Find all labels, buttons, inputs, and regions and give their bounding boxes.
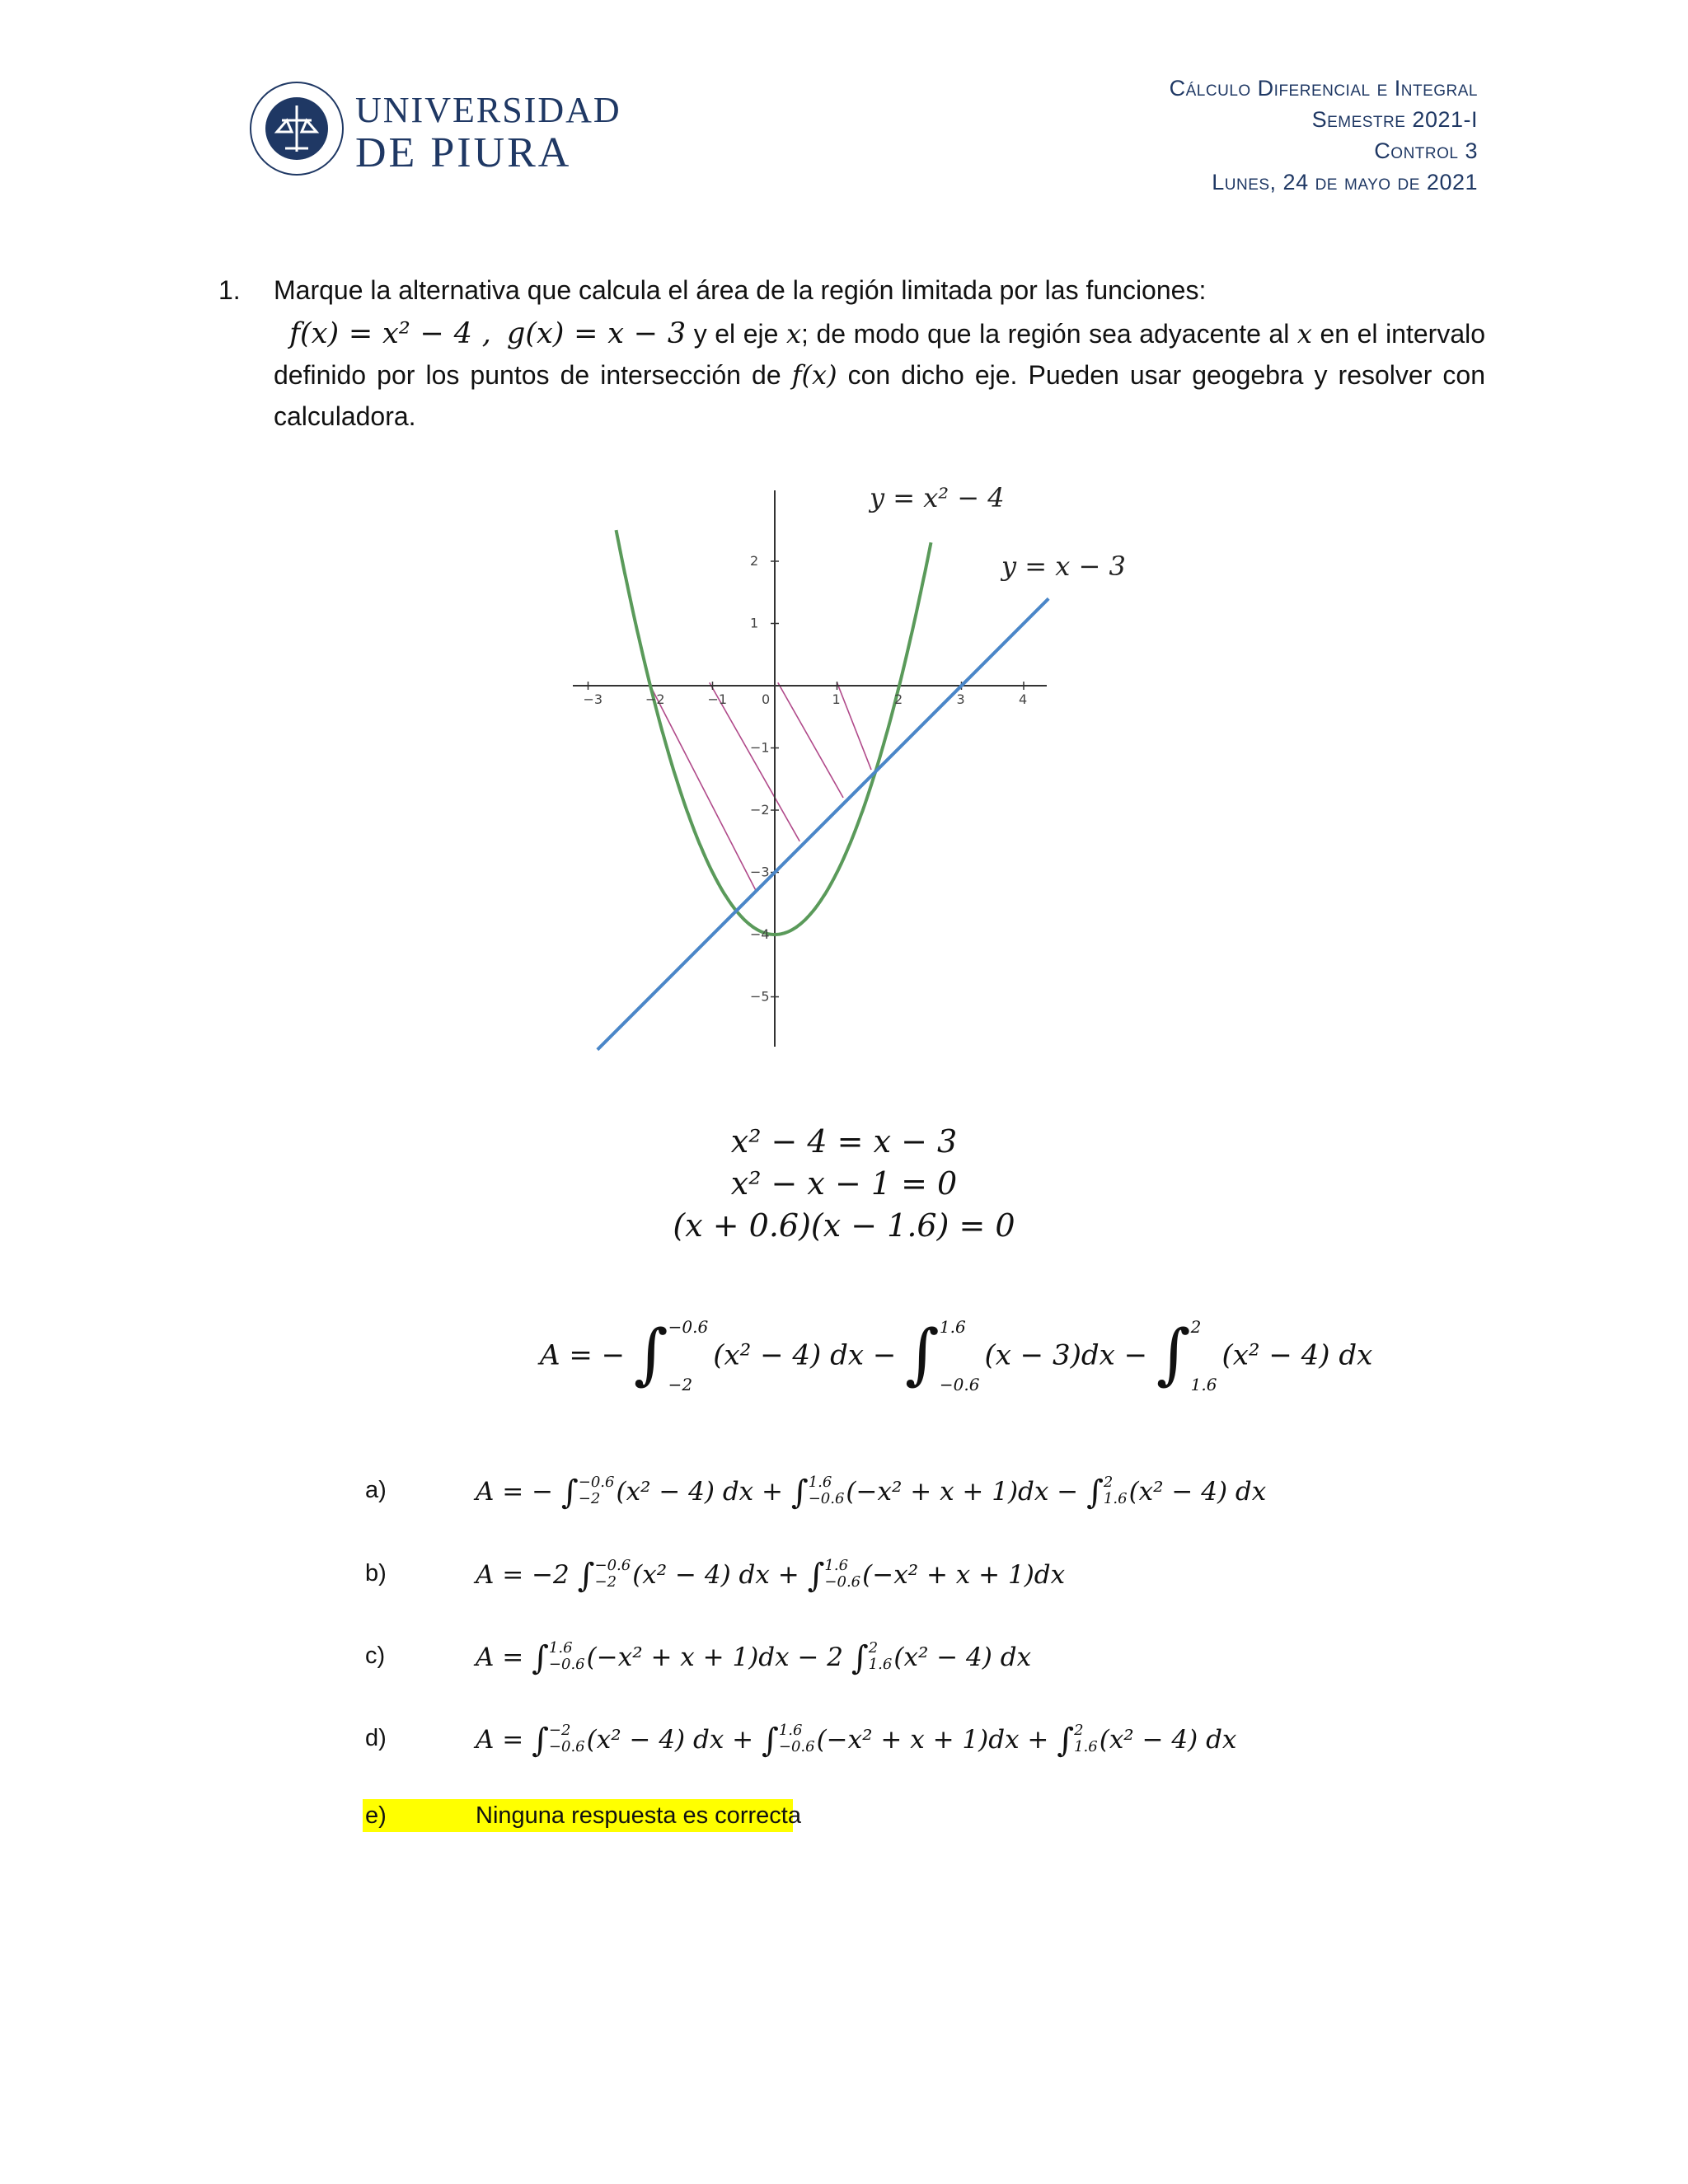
limit-upper: 1.6 <box>548 1638 573 1657</box>
y-tick-label: −2 <box>750 802 770 818</box>
equation-3: (x + 0.6)(x − 1.6) = 0 <box>673 1207 1015 1244</box>
option-prefix: A = − <box>476 1477 554 1507</box>
integral-sign: ∫ <box>1156 1315 1191 1392</box>
limit-upper: 1.6 <box>939 1316 966 1337</box>
limit-upper: −2 <box>548 1721 571 1739</box>
integrand: (−x² + x + 1)dx <box>862 1560 1066 1590</box>
f-definition: f(x) = x² − 4 , <box>289 317 491 350</box>
hatched-region <box>650 682 871 891</box>
integrand: (x² − 4) dx + <box>632 1560 799 1590</box>
option-e-letter[interactable]: e) <box>365 1802 387 1829</box>
integrand: (x² − 4) dx <box>893 1643 1032 1672</box>
y-tick-label: −5 <box>750 988 770 1005</box>
semester: Semestre 2021-I <box>1311 107 1478 132</box>
option-b-letter[interactable]: b) <box>365 1560 387 1586</box>
document-header <box>1170 73 1478 198</box>
limit-lower: −2 <box>668 1374 693 1394</box>
logo-line2: DE PIURA <box>355 129 572 176</box>
option-prefix: A = <box>476 1725 524 1755</box>
x-tick-label: −3 <box>583 691 603 707</box>
integrand: (−x² + x + 1)dx + <box>816 1725 1049 1755</box>
option-d-letter[interactable]: d) <box>365 1725 387 1751</box>
limit-lower: −2 <box>594 1572 617 1591</box>
question-text-1: y el eje <box>693 319 786 349</box>
integrand: (x² − 4) dx <box>1099 1725 1237 1755</box>
exam-date: Lunes, 24 de mayo de 2021 <box>1212 170 1478 194</box>
integrand: (x − 3)dx − <box>984 1338 1148 1372</box>
option-a-formula[interactable]: A = − ∫ −0.6 −2 (x² − 4) dx + ∫ 1.6 −0.6 (−x² + x + 1)dx − ∫ 2 1.6 (x² − 4) dx <box>476 1473 1267 1511</box>
line-label: y = x − 3 <box>1001 551 1126 582</box>
limit-upper: 2 <box>1074 1721 1084 1739</box>
option-prefix: A = −2 <box>476 1560 570 1590</box>
limit-upper: −0.6 <box>594 1556 631 1574</box>
fx-ref: f(x) <box>791 359 837 391</box>
limit-lower: −0.6 <box>939 1374 980 1394</box>
x-var-2: x <box>1296 318 1312 349</box>
function-graph <box>569 478 1137 1055</box>
x-tick-label: 3 <box>956 691 965 707</box>
line-curve <box>598 598 1048 1049</box>
integrand: (−x² + x + 1)dx − <box>846 1477 1079 1507</box>
x-tick-label: 1 <box>832 691 841 707</box>
area-formula <box>540 1315 1373 1395</box>
limit-upper: −0.6 <box>668 1316 709 1337</box>
x-tick-label: −2 <box>645 691 665 707</box>
limit-lower: −0.6 <box>808 1489 845 1507</box>
option-c-letter[interactable]: c) <box>365 1643 386 1669</box>
university-logo <box>247 63 621 194</box>
course-name: Cálculo Diferencial e Integral <box>1169 76 1478 101</box>
integrand: (x² − 4) dx + <box>616 1477 783 1507</box>
limit-upper: 1.6 <box>778 1721 803 1739</box>
limit-upper: 2 <box>1103 1473 1114 1491</box>
option-c-formula[interactable]: A = ∫ 1.6 −0.6 (−x² + x + 1)dx − 2 ∫ 2 1.6 (x² − 4) dx <box>476 1638 1032 1677</box>
question-text-4: con dicho eje. Pueden usar geogebra y resolver con calculadora. <box>274 360 1486 431</box>
equation-2: x² − x − 1 = 0 <box>730 1165 958 1202</box>
limit-upper: 2 <box>868 1638 879 1657</box>
y-tick-label: −1 <box>750 739 770 756</box>
limit-lower: −0.6 <box>824 1572 861 1591</box>
option-prefix: A = <box>476 1643 524 1672</box>
limit-lower: −2 <box>578 1489 601 1507</box>
option-e-text[interactable]: Ninguna respuesta es correcta <box>476 1802 801 1829</box>
limit-lower: −0.6 <box>548 1737 585 1755</box>
integrand: (x² − 4) dx <box>1221 1338 1373 1372</box>
integrand: (−x² + x + 1)dx − 2 <box>586 1643 844 1672</box>
integral-sign: ∫ <box>905 1315 940 1392</box>
limit-upper: 1.6 <box>824 1556 849 1574</box>
limit-lower: 1.6 <box>1190 1374 1217 1394</box>
question-number: 1. <box>218 275 241 305</box>
limit-lower: −0.6 <box>548 1655 585 1673</box>
option-a-letter[interactable]: a) <box>365 1477 387 1503</box>
limit-upper: 2 <box>1190 1316 1202 1337</box>
limit-upper: −0.6 <box>578 1473 615 1491</box>
integrand: (x² − 4) dx <box>1128 1477 1267 1507</box>
integrand: (x² − 4) dx + <box>586 1725 754 1755</box>
integrand: (x² − 4) dx − <box>713 1338 897 1372</box>
y-tick-label: 2 <box>750 553 759 569</box>
x-tick-label: 2 <box>894 691 903 707</box>
axes <box>573 490 1047 1047</box>
option-b-formula[interactable]: A = −2 ∫ −0.6 −2 (x² − 4) dx + ∫ 1.6 −0.6 (−x² + x + 1)dx <box>476 1556 1066 1595</box>
question-body <box>274 313 1485 437</box>
logo-line1: UNIVERSIDAD <box>355 90 621 130</box>
limit-lower: −0.6 <box>778 1737 815 1755</box>
y-tick-label: −3 <box>750 864 770 880</box>
y-tick-label: −4 <box>750 926 770 942</box>
x-tick-label: −1 <box>707 691 728 707</box>
g-definition: g(x) = x − 3 <box>506 317 687 350</box>
area-lhs: A = − <box>540 1338 626 1372</box>
question-text-3: en el intervalo definido por los puntos de intersección de <box>274 319 1486 390</box>
hatch-line <box>837 682 872 770</box>
question-text-2: ; de modo que la región sea adyacente al <box>801 319 1297 349</box>
exam-name: Control 3 <box>1374 138 1478 163</box>
x-tick-label: 0 <box>762 691 771 707</box>
hatch-line <box>650 686 756 891</box>
equation-1: x² − 4 = x − 3 <box>730 1123 958 1160</box>
limit-lower: 1.6 <box>1103 1489 1128 1507</box>
option-d-formula[interactable]: A = ∫ −2 −0.6 (x² − 4) dx + ∫ 1.6 −0.6 (−x² + x + 1)dx + ∫ 2 1.6 (x² − 4) dx <box>476 1721 1237 1760</box>
integral-sign: ∫ <box>633 1315 668 1392</box>
limit-upper: 1.6 <box>808 1473 832 1491</box>
limit-lower: 1.6 <box>1074 1737 1098 1755</box>
x-tick-label: 4 <box>1019 691 1028 707</box>
y-tick-label: 1 <box>750 615 759 631</box>
question-intro: Marque la alternativa que calcula el área de la región limitada por las funciones: <box>274 275 1207 305</box>
limit-lower: 1.6 <box>868 1655 893 1673</box>
parabola-label: y = x² − 4 <box>870 482 1005 513</box>
x-var-1: x <box>785 318 802 349</box>
tick-labels <box>584 553 1028 1005</box>
